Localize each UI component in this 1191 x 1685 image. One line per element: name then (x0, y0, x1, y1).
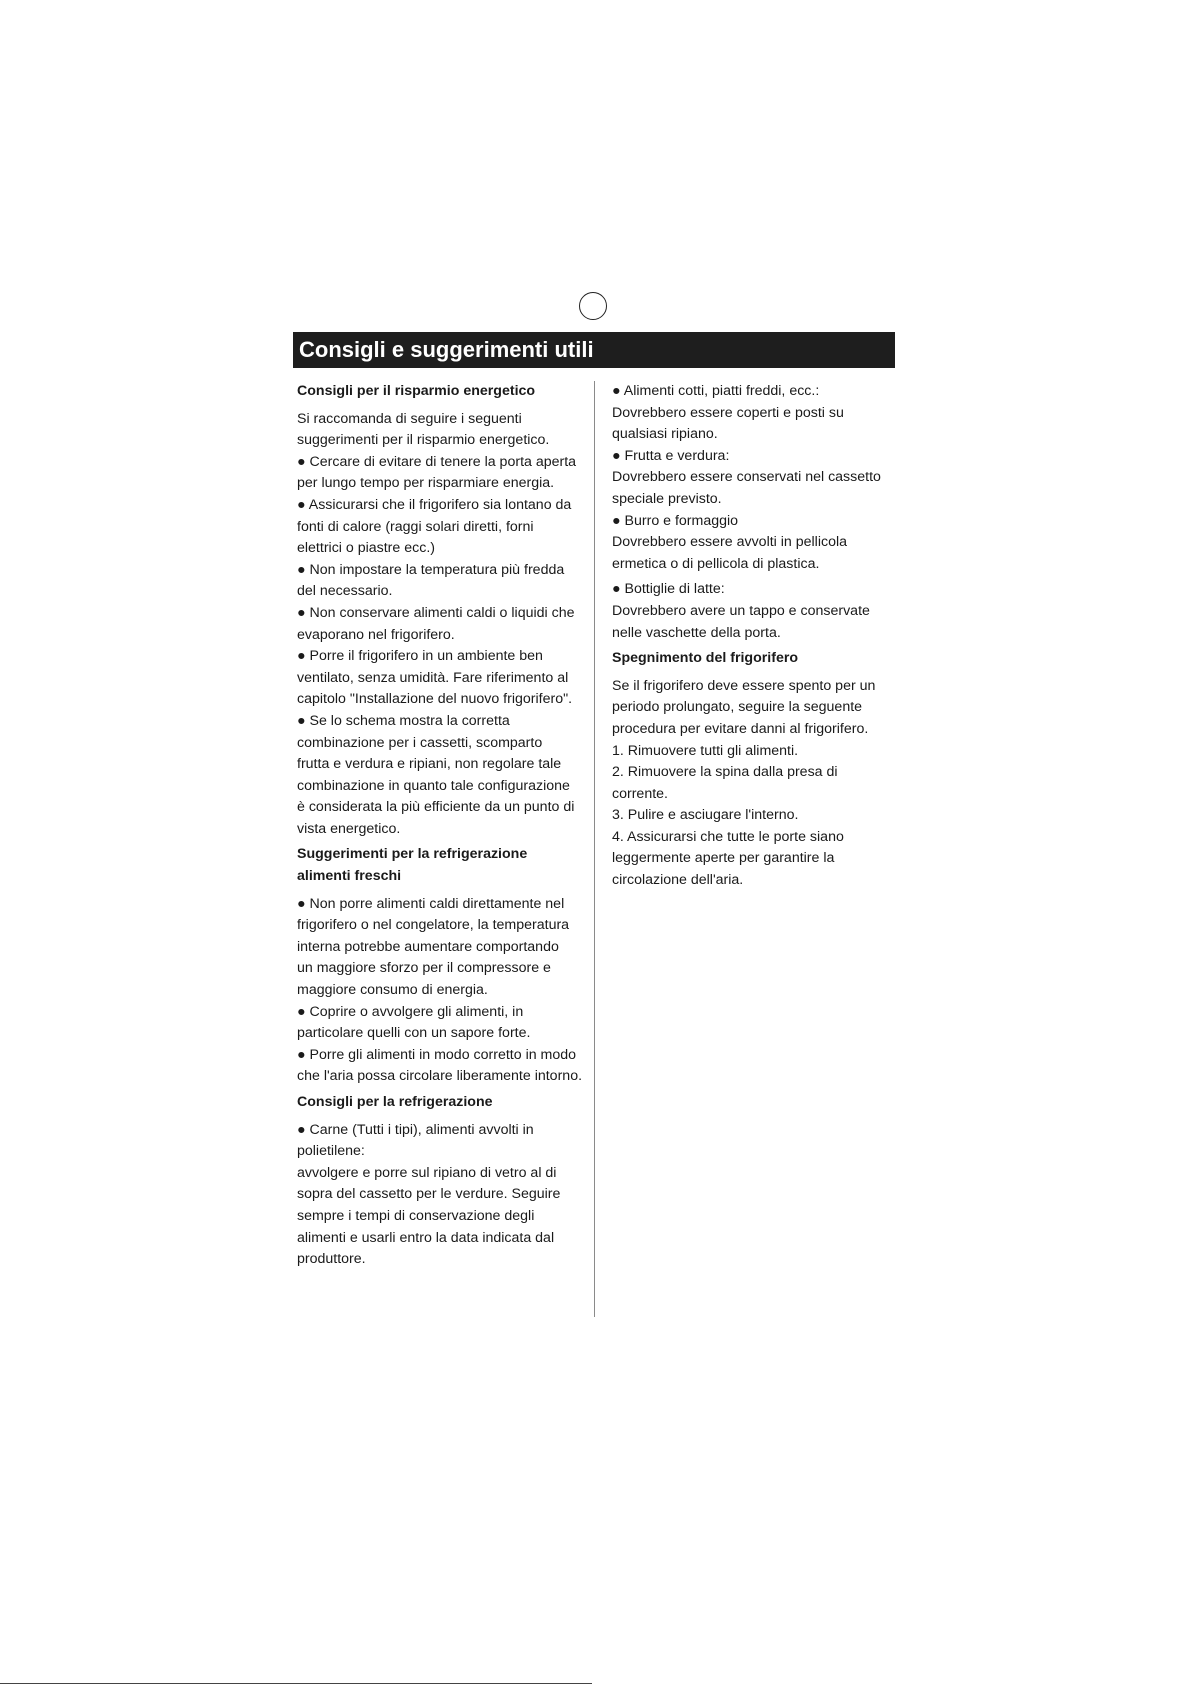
text-line: ● Burro e formaggio (612, 512, 739, 529)
text-line: ventilato, senza umidità. Fare riferimento al (297, 669, 569, 686)
heading-line: alimenti freschi (297, 868, 402, 885)
text-line: ● Assicurarsi che il frigorifero sia lontano da (297, 496, 572, 513)
text-line: ● Cercare di evitare di tenere la porta aperta (297, 453, 577, 470)
energy-saving-heading: Consigli per il risparmio energetico (297, 383, 536, 399)
text-line: ● Porre gli alimenti in modo corretto in modo (297, 1046, 577, 1063)
text-line: frigorifero o nel congelatore, la temperatura (297, 917, 570, 934)
text-line: ● Carne (Tutti i tipi), alimenti avvolti in (297, 1121, 534, 1138)
text-line: Dovrebbero essere coperti e posti su (612, 404, 844, 421)
text-line: Si raccomanda di seguire i seguenti (297, 410, 522, 427)
text-line: sopra del cassetto per le verdure. Seguire (297, 1186, 561, 1203)
text-line: sempre i tempi di conservazione degli (297, 1207, 535, 1224)
text-line: un maggiore sforzo per il compressore e (297, 960, 551, 977)
text-line: 2. Rimuovere la spina dalla presa di (612, 764, 838, 781)
text-line: Dovrebbero essere conservati nel cassetto (612, 469, 881, 486)
energy-saving-text (297, 409, 589, 841)
text-line: 3. Pulire e asciugare l'interno. (612, 807, 799, 824)
text-line: ● Alimenti cotti, piatti freddi, ecc.: (612, 383, 820, 399)
fresh-food-heading (297, 844, 589, 887)
text-line: produttore. (297, 1251, 366, 1268)
text-line: qualsiasi ripiano. (612, 426, 718, 443)
text-line: è considerata la più efficiente da un punto di (297, 799, 575, 816)
text-line: procedura per evitare danni al frigorifero. (612, 720, 869, 737)
text-line: alimenti e usarli entro la data indicata dal (297, 1229, 555, 1246)
text-line: circolazione dell'aria. (612, 872, 744, 889)
text-line: Se il frigorifero deve essere spento per un (612, 677, 876, 694)
text-line: per lungo tempo per risparmiare energia. (297, 475, 555, 492)
text-line: 1. Rimuovere tutti gli alimenti. (612, 742, 799, 759)
text-line: ● Non impostare la temperatura più fredda (297, 561, 565, 578)
text-line: polietilene: (297, 1143, 365, 1160)
right-column (612, 381, 896, 896)
text-line: 4. Assicurarsi che tutte le porte siano (612, 828, 844, 845)
text-line: leggermente aperte per garantire la (612, 850, 835, 867)
switch-off-heading: Spegnimento del frigorifero (612, 650, 799, 667)
text-line: avvolgere e porre sul ripiano di vetro al di (297, 1164, 557, 1181)
refrigeration-tips-text (297, 1120, 589, 1271)
text-line: ● Se lo schema mostra la corretta (297, 712, 510, 729)
text-line: combinazione in quanto tale configurazione (297, 777, 570, 794)
text-line: Dovrebbero avere un tappo e conservate (612, 602, 870, 619)
refrigeration-tips-heading: Consigli per la refrigerazione (297, 1094, 493, 1110)
page-title: Consigli e suggerimenti utili (293, 332, 895, 368)
text-line: capitolo "Installazione del nuovo frigorifero". (297, 691, 573, 708)
food-storage-text (612, 381, 896, 575)
text-line: ● Non porre alimenti caldi direttamente nel (297, 895, 565, 912)
column-divider (594, 381, 595, 1317)
text-line: ● Frutta e verdura: (612, 447, 730, 464)
text-line: che l'aria possa circolare liberamente intorno. (297, 1068, 583, 1085)
switch-off-text (612, 676, 896, 892)
text-line: ● Coprire o avvolgere gli alimenti, in (297, 1003, 524, 1020)
heading-line: Suggerimenti per la refrigerazione (297, 846, 528, 863)
text-line: vista energetico. (297, 820, 401, 837)
footer-rule (0, 1683, 592, 1684)
text-line: combinazione per i cassetti, scomparto (297, 734, 543, 751)
text-line: fonti di calore (raggi solari diretti, forni (297, 518, 534, 535)
left-column (297, 381, 589, 1275)
milk-bottles-text (612, 579, 896, 644)
text-line: elettrici o piastre ecc.) (297, 540, 435, 557)
text-line: Dovrebbero essere avvolti in pellicola (612, 534, 848, 551)
page-marker-circle (579, 292, 607, 320)
text-line: particolare quelli con un sapore forte. (297, 1025, 531, 1042)
text-line: maggiore consumo di energia. (297, 982, 488, 999)
text-line: interna potrebbe aumentare comportando (297, 938, 559, 955)
text-line: ● Bottiglie di latte: (612, 581, 725, 598)
text-line: corrente. (612, 785, 668, 802)
text-line: ● Porre il frigorifero in un ambiente ben (297, 648, 543, 665)
text-line: speciale previsto. (612, 490, 722, 507)
text-line: suggerimenti per il risparmio energetico. (297, 432, 550, 449)
text-line: frutta e verdura e ripiani, non regolare tale (297, 756, 562, 773)
text-line: ● Non conservare alimenti caldi o liquidi che (297, 604, 575, 621)
text-line: nelle vaschette della porta. (612, 624, 781, 641)
text-line: ermetica o di pellicola di plastica. (612, 555, 820, 572)
text-line: periodo prolungato, seguire la seguente (612, 699, 863, 716)
fresh-food-text (297, 894, 589, 1088)
text-line: evaporano nel frigorifero. (297, 626, 455, 643)
text-line: del necessario. (297, 583, 393, 600)
